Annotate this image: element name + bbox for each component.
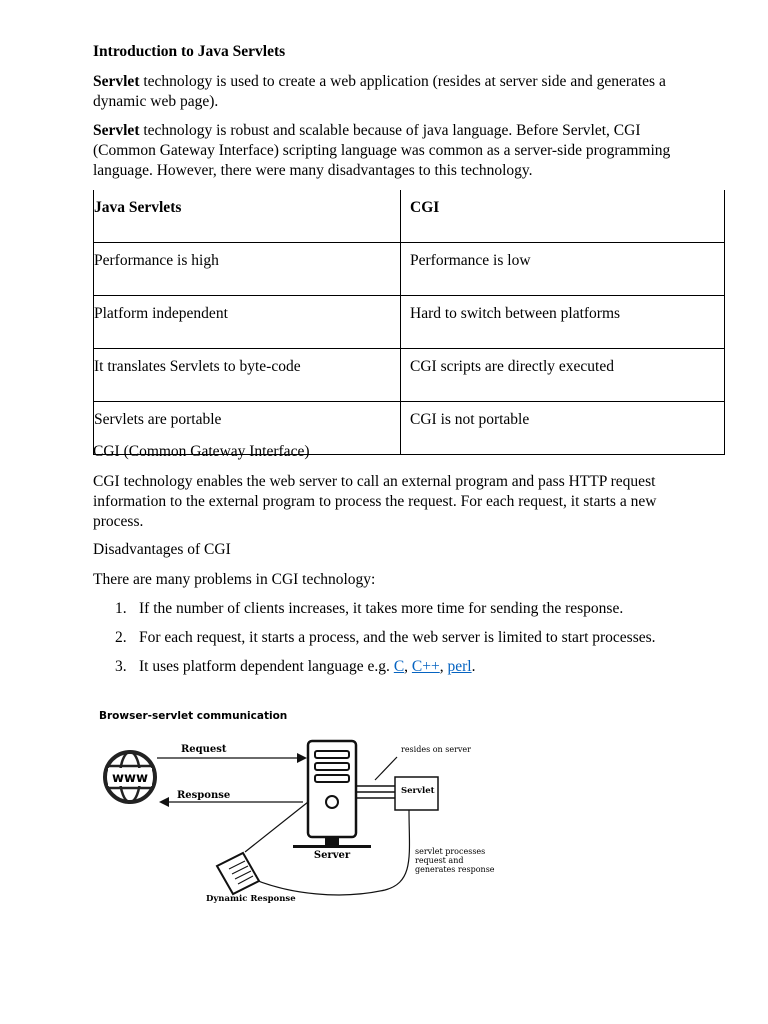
link-perl[interactable]: perl: [447, 658, 472, 675]
response-label: Response: [177, 790, 231, 801]
link-separator: ,: [404, 658, 412, 675]
browser-servlet-diagram: [93, 704, 523, 914]
server-label: Server: [313, 850, 351, 861]
list-text: For each request, it starts a process, and the web server is limited to start processes.: [139, 629, 656, 646]
list-suffix: .: [471, 658, 476, 675]
intro-text: technology is used to create a web application (resides at server side and generates a dynamic web page).: [93, 73, 666, 110]
table-cell: CGI scripts are directly executed: [401, 349, 725, 402]
processes-line: generates response: [415, 865, 495, 874]
table-cell: Platform independent: [94, 296, 401, 349]
list-item: [93, 628, 693, 648]
processes-line: request and: [415, 856, 464, 865]
table-row: [94, 243, 725, 296]
disadvantages-list: [93, 599, 693, 686]
list-item: [93, 599, 693, 619]
list-number: 2.: [115, 629, 127, 646]
list-text: If the number of clients increases, it takes more time for sending the response.: [139, 600, 624, 617]
table-cell: CGI is not portable: [401, 402, 725, 455]
link-separator: ,: [439, 658, 448, 675]
link-c[interactable]: C: [393, 658, 405, 675]
disadvantages-heading: Disadvantages of CGI: [93, 541, 231, 558]
cgi-heading: CGI (Common Gateway Interface): [93, 443, 310, 460]
table-cell: Servlets are portable: [94, 402, 401, 455]
globe-icon: [105, 752, 155, 802]
servlet-label: Servlet: [401, 786, 435, 796]
processes-line: servlet processes: [415, 847, 486, 856]
table-cell: Performance is low: [401, 243, 725, 296]
request-label: Request: [181, 744, 227, 755]
diagram-title: Browser-servlet communication: [99, 710, 288, 722]
table-cell: It translates Servlets to byte-code: [94, 349, 401, 402]
robust-paragraph: [93, 121, 693, 181]
cgi-paragraph: CGI technology enables the web server to call an external program and pass HTTP request information to the external program to process the request. For each request, it starts a new process.: [93, 473, 657, 530]
page-title: Introduction to Java Servlets: [93, 43, 286, 60]
globe-label: www: [111, 771, 149, 786]
table-header-cell: Java Servlets: [94, 190, 401, 243]
table-row: [94, 349, 725, 402]
robust-text: technology is robust and scalable because of java language. Before Servlet, CGI (Common Gateway Interface) scripting language was common as a server-side programming language. However, there were many disadvantages to this technology.: [93, 122, 671, 179]
list-number: 3.: [115, 658, 127, 675]
table-header-row: [94, 190, 725, 243]
list-number: 1.: [115, 600, 127, 617]
table-cell: Performance is high: [94, 243, 401, 296]
list-text: It uses platform dependent language e.g.: [139, 658, 394, 675]
disadvantages-intro: There are many problems in CGI technology:: [93, 571, 376, 588]
intro-bold-term: Servlet: [93, 73, 140, 90]
intro-paragraph: [93, 72, 693, 112]
robust-bold-term: Servlet: [93, 122, 140, 139]
table-header-cell: CGI: [401, 190, 725, 243]
dynamic-response-label: Dynamic Response: [206, 894, 296, 904]
comparison-table: [93, 190, 725, 455]
list-item: [93, 657, 693, 677]
table-row: [94, 296, 725, 349]
table-cell: Hard to switch between platforms: [401, 296, 725, 349]
resides-label: resides on server: [401, 745, 471, 754]
link-cpp[interactable]: C++: [411, 658, 440, 675]
